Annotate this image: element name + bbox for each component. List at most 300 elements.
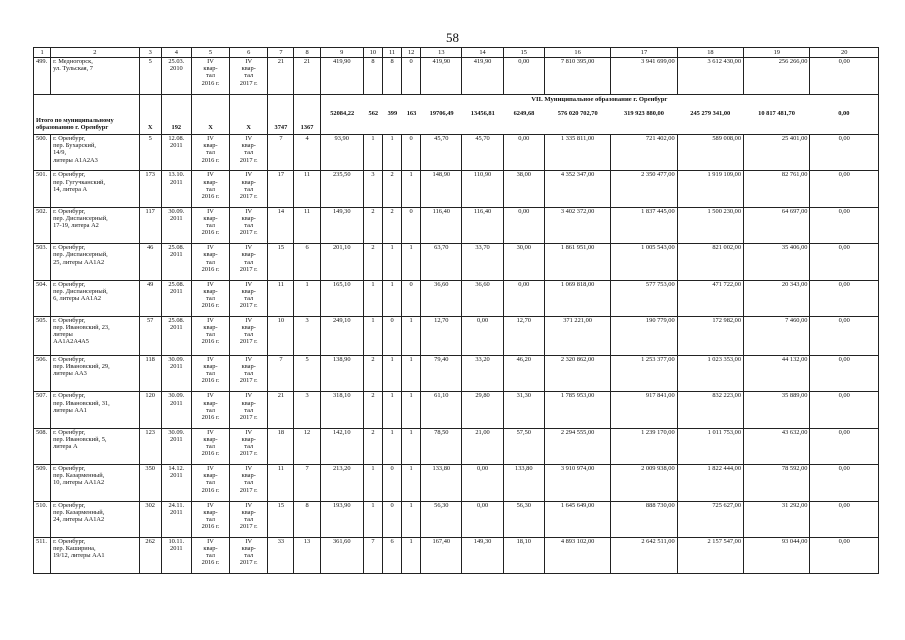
data-cell: 0 bbox=[402, 207, 421, 243]
data-cell: 3 bbox=[294, 392, 320, 428]
data-cell: 1 bbox=[402, 428, 421, 464]
data-cell: 2 bbox=[363, 244, 382, 280]
address-cell: г. Оренбург, пер. Ивановский, 29, литеры АА3 bbox=[51, 355, 140, 391]
data-cell: 123 bbox=[139, 428, 161, 464]
total-cell: 13456,81 bbox=[470, 110, 495, 118]
data-cell: 361,60 bbox=[320, 537, 363, 573]
data-cell: 190 779,00 bbox=[611, 316, 677, 355]
data-cell: 12.08. 2011 bbox=[161, 135, 191, 171]
data-cell: 1 bbox=[363, 465, 382, 501]
data-cell: 7 bbox=[294, 465, 320, 501]
data-cell: 56,30 bbox=[421, 501, 462, 537]
data-cell: 1 253 377,00 bbox=[611, 355, 677, 391]
data-cell: IV квар- тал 2016 г. bbox=[191, 355, 229, 391]
data-cell: 8 bbox=[294, 501, 320, 537]
column-number-cell: 5 bbox=[191, 48, 229, 58]
data-cell: 0,00 bbox=[810, 135, 879, 171]
section-block bbox=[320, 95, 878, 135]
total-cell: 6249,68 bbox=[513, 110, 535, 118]
table-row bbox=[34, 428, 879, 464]
column-number-cell: 9 bbox=[320, 48, 363, 58]
data-cell: 17 bbox=[268, 171, 294, 207]
data-cell: 2 642 511,00 bbox=[611, 537, 677, 573]
address-cell: г. Оренбург, пер. Бухарский, 14/9, литеры А1А2А3 bbox=[51, 135, 140, 171]
table-row bbox=[34, 171, 879, 207]
column-number-cell: 4 bbox=[161, 48, 191, 58]
total-cell: 245 279 341,00 bbox=[690, 110, 731, 118]
data-cell: 25.08. 2011 bbox=[161, 316, 191, 355]
data-cell: 1 bbox=[363, 280, 382, 316]
column-number-cell: 13 bbox=[421, 48, 462, 58]
total-cell: X bbox=[191, 95, 229, 135]
column-number-cell: 20 bbox=[810, 48, 879, 58]
total-cell: 192 bbox=[161, 95, 191, 135]
data-cell: 64 697,00 bbox=[744, 207, 810, 243]
data-cell: 46,20 bbox=[503, 355, 544, 391]
data-cell: 2 157 547,00 bbox=[677, 537, 743, 573]
data-cell: 33,20 bbox=[462, 355, 503, 391]
data-cell: 1 bbox=[382, 355, 401, 391]
data-cell: IV квар- тал 2017 г. bbox=[230, 501, 268, 537]
data-cell: 21 bbox=[294, 58, 320, 95]
data-cell: 6 bbox=[294, 244, 320, 280]
data-cell: 3 bbox=[363, 171, 382, 207]
row-number: 503. bbox=[34, 244, 51, 280]
data-cell: 1 bbox=[402, 537, 421, 573]
total-cell: 576 020 702,70 bbox=[557, 110, 598, 118]
total-cell: 0,00 bbox=[838, 110, 850, 118]
column-number-cell: 3 bbox=[139, 48, 161, 58]
data-cell: 0,00 bbox=[503, 58, 544, 95]
table-row bbox=[34, 465, 879, 501]
data-cell: 7 bbox=[268, 135, 294, 171]
row-number: 511. bbox=[34, 537, 51, 573]
data-cell: IV квар- тал 2016 г. bbox=[191, 207, 229, 243]
data-cell: 1 bbox=[363, 135, 382, 171]
data-cell: 21,00 bbox=[462, 428, 503, 464]
row-number: 509. bbox=[34, 465, 51, 501]
data-cell: 24.11. 2011 bbox=[161, 501, 191, 537]
data-cell: 577 753,00 bbox=[611, 280, 677, 316]
address-cell: г. Оренбург, пер. Гугучканский, 14, литера А bbox=[51, 171, 140, 207]
total-label: Итого по муниципальному образованию г. Оренбург bbox=[34, 95, 140, 135]
page-number: 58 bbox=[446, 30, 459, 45]
data-cell: 118 bbox=[139, 355, 161, 391]
total-row bbox=[34, 95, 879, 135]
data-cell: 30.09. 2011 bbox=[161, 392, 191, 428]
data-cell: 0,00 bbox=[810, 428, 879, 464]
data-cell: 11 bbox=[268, 465, 294, 501]
data-cell: 419,90 bbox=[421, 58, 462, 95]
data-cell: 15 bbox=[268, 244, 294, 280]
data-cell: 1 bbox=[402, 501, 421, 537]
table-row bbox=[34, 280, 879, 316]
data-cell: 45,70 bbox=[421, 135, 462, 171]
table-row bbox=[34, 58, 879, 95]
data-cell: 8 bbox=[363, 58, 382, 95]
total-cell: X bbox=[230, 95, 268, 135]
data-cell: 0 bbox=[402, 280, 421, 316]
data-cell: 57,50 bbox=[503, 428, 544, 464]
data-cell: 2 bbox=[363, 428, 382, 464]
row-number: 510. bbox=[34, 501, 51, 537]
data-cell: 1 239 170,00 bbox=[611, 428, 677, 464]
data-cell: 43 632,00 bbox=[744, 428, 810, 464]
data-cell: 201,10 bbox=[320, 244, 363, 280]
data-cell: 1 bbox=[402, 355, 421, 391]
data-cell: 1 bbox=[382, 392, 401, 428]
data-cell: 11 bbox=[294, 171, 320, 207]
data-cell: IV квар- тал 2016 г. bbox=[191, 135, 229, 171]
data-cell: 2 350 477,00 bbox=[611, 171, 677, 207]
column-number-row bbox=[34, 48, 879, 58]
data-cell: 7 460,00 bbox=[744, 316, 810, 355]
data-cell: IV квар- тал 2017 г. bbox=[230, 316, 268, 355]
data-cell: 1 335 811,00 bbox=[544, 135, 610, 171]
data-cell: 61,10 bbox=[421, 392, 462, 428]
data-cell: 149,30 bbox=[462, 537, 503, 573]
data-cell: 1 500 230,00 bbox=[677, 207, 743, 243]
row-number: 500. bbox=[34, 135, 51, 171]
data-cell: 78 592,00 bbox=[744, 465, 810, 501]
data-cell: 0 bbox=[382, 465, 401, 501]
data-cell: 2 bbox=[363, 392, 382, 428]
data-cell: 2 bbox=[363, 355, 382, 391]
data-cell: IV квар- тал 2017 г. bbox=[230, 280, 268, 316]
column-number-cell: 14 bbox=[462, 48, 503, 58]
data-cell: 4 893 102,00 bbox=[544, 537, 610, 573]
data-cell: 1 011 753,00 bbox=[677, 428, 743, 464]
table-row bbox=[34, 501, 879, 537]
total-cell: 319 923 880,00 bbox=[623, 110, 664, 118]
housing-table bbox=[33, 47, 879, 574]
address-cell: г. Оренбург, пер. Ивановский, 23, литеры АА1А2А4А5 bbox=[51, 316, 140, 355]
data-cell: 31,30 bbox=[503, 392, 544, 428]
data-cell: 0,00 bbox=[462, 316, 503, 355]
row-number: 504. bbox=[34, 280, 51, 316]
data-cell: IV квар- тал 2016 г. bbox=[191, 537, 229, 573]
data-cell: 888 730,00 bbox=[611, 501, 677, 537]
data-cell: 13.10. 2011 bbox=[161, 171, 191, 207]
data-cell: 0,00 bbox=[503, 135, 544, 171]
data-cell: 1 861 951,00 bbox=[544, 244, 610, 280]
data-cell: 33,70 bbox=[462, 244, 503, 280]
table-row bbox=[34, 244, 879, 280]
data-cell: 2 bbox=[382, 207, 401, 243]
data-cell: 173 bbox=[139, 171, 161, 207]
data-cell: 57 bbox=[139, 316, 161, 355]
column-number-cell: 6 bbox=[230, 48, 268, 58]
data-cell: IV квар- тал 2017 г. bbox=[230, 207, 268, 243]
data-cell: IV квар- тал 2017 г. bbox=[230, 465, 268, 501]
data-cell: 1 bbox=[382, 280, 401, 316]
data-cell: 1 bbox=[382, 135, 401, 171]
data-cell: 25.03. 2010 bbox=[161, 58, 191, 95]
data-cell: 235,50 bbox=[320, 171, 363, 207]
data-cell: 35 406,00 bbox=[744, 244, 810, 280]
column-number-cell: 17 bbox=[611, 48, 677, 58]
data-cell: 7 810 395,00 bbox=[544, 58, 610, 95]
data-cell: 2 bbox=[363, 207, 382, 243]
data-cell: 110,90 bbox=[462, 171, 503, 207]
data-cell: 0,00 bbox=[810, 537, 879, 573]
data-cell: 0,00 bbox=[810, 316, 879, 355]
data-cell: 116,40 bbox=[462, 207, 503, 243]
data-cell: 82 761,00 bbox=[744, 171, 810, 207]
data-cell: 0 bbox=[402, 58, 421, 95]
data-cell: 116,40 bbox=[421, 207, 462, 243]
data-cell: 14 bbox=[268, 207, 294, 243]
column-number-cell: 2 bbox=[51, 48, 140, 58]
data-cell: 821 002,00 bbox=[677, 244, 743, 280]
data-cell: 0,00 bbox=[810, 171, 879, 207]
data-cell: 832 223,00 bbox=[677, 392, 743, 428]
column-number-cell: 19 bbox=[744, 48, 810, 58]
data-cell: 1 822 444,00 bbox=[677, 465, 743, 501]
data-cell: 79,40 bbox=[421, 355, 462, 391]
address-cell: г. Оренбург, пер. Диспансерный, 17-19, литера А2 bbox=[51, 207, 140, 243]
data-cell: 120 bbox=[139, 392, 161, 428]
table-row bbox=[34, 537, 879, 573]
data-cell: 1 bbox=[363, 501, 382, 537]
data-cell: 142,10 bbox=[320, 428, 363, 464]
data-cell: IV квар- тал 2017 г. bbox=[230, 135, 268, 171]
row-number: 506. bbox=[34, 355, 51, 391]
data-cell: 165,10 bbox=[320, 280, 363, 316]
data-cell: 371 221,00 bbox=[544, 316, 610, 355]
data-cell: 31 292,00 bbox=[744, 501, 810, 537]
data-cell: 589 008,00 bbox=[677, 135, 743, 171]
data-cell: 172 982,00 bbox=[677, 316, 743, 355]
data-cell: 0,00 bbox=[810, 58, 879, 95]
data-cell: 2 bbox=[382, 171, 401, 207]
data-cell: 1 919 109,00 bbox=[677, 171, 743, 207]
data-cell: 419,90 bbox=[462, 58, 503, 95]
total-cell: 163 bbox=[406, 110, 417, 118]
data-cell: IV квар- тал 2016 г. bbox=[191, 171, 229, 207]
table-row bbox=[34, 316, 879, 355]
data-cell: IV квар- тал 2017 г. bbox=[230, 392, 268, 428]
data-cell: 2 009 938,00 bbox=[611, 465, 677, 501]
data-cell: IV квар- тал 2016 г. bbox=[191, 280, 229, 316]
table-row bbox=[34, 135, 879, 171]
data-cell: 471 722,00 bbox=[677, 280, 743, 316]
data-cell: 138,90 bbox=[320, 355, 363, 391]
data-cell: 133,80 bbox=[503, 465, 544, 501]
data-cell: 0,00 bbox=[462, 465, 503, 501]
table-row bbox=[34, 392, 879, 428]
address-cell: г. Оренбург, пер. Ивановский, 5, литера А bbox=[51, 428, 140, 464]
data-cell: 78,50 bbox=[421, 428, 462, 464]
data-cell: 4 bbox=[294, 135, 320, 171]
data-cell: 721 402,00 bbox=[611, 135, 677, 171]
data-cell: 25.08. 2011 bbox=[161, 244, 191, 280]
data-cell: IV квар- тал 2016 г. bbox=[191, 465, 229, 501]
address-cell: г. Оренбург, пер. Каширина, 19/12, литеры АА1 bbox=[51, 537, 140, 573]
data-cell: 0,00 bbox=[462, 501, 503, 537]
data-cell: 30,00 bbox=[503, 244, 544, 280]
row-number: 505. bbox=[34, 316, 51, 355]
total-cell: 19706,49 bbox=[429, 110, 454, 118]
data-cell: IV квар- тал 2017 г. bbox=[230, 171, 268, 207]
data-cell: 3 941 699,00 bbox=[611, 58, 677, 95]
data-cell: 213,20 bbox=[320, 465, 363, 501]
data-cell: 0,00 bbox=[810, 244, 879, 280]
data-cell: 93,90 bbox=[320, 135, 363, 171]
column-number-cell: 1 bbox=[34, 48, 51, 58]
data-cell: 30.09. 2011 bbox=[161, 355, 191, 391]
column-number-cell: 10 bbox=[363, 48, 382, 58]
address-cell: г. Оренбург, пер. Ивановский, 31, литеры АА1 bbox=[51, 392, 140, 428]
data-cell: 917 841,00 bbox=[611, 392, 677, 428]
data-cell: 11 bbox=[268, 280, 294, 316]
data-cell: IV квар- тал 2016 г. bbox=[191, 244, 229, 280]
data-cell: 1 bbox=[402, 316, 421, 355]
data-cell: 3 402 372,00 bbox=[544, 207, 610, 243]
column-number-cell: 7 bbox=[268, 48, 294, 58]
data-cell: 30.09. 2011 bbox=[161, 428, 191, 464]
data-cell: 6 bbox=[382, 537, 401, 573]
data-cell: 0,00 bbox=[810, 465, 879, 501]
data-cell: 15 bbox=[268, 501, 294, 537]
data-cell: 25 401,00 bbox=[744, 135, 810, 171]
data-cell: 1 785 953,00 bbox=[544, 392, 610, 428]
data-cell: IV квар- тал 2017 г. bbox=[230, 355, 268, 391]
data-cell: 14.12. 2011 bbox=[161, 465, 191, 501]
data-cell: 38,00 bbox=[503, 171, 544, 207]
column-number-cell: 18 bbox=[677, 48, 743, 58]
data-cell: 45,70 bbox=[462, 135, 503, 171]
row-number: 507. bbox=[34, 392, 51, 428]
data-cell: 33 bbox=[268, 537, 294, 573]
row-number: 502. bbox=[34, 207, 51, 243]
data-cell: 149,30 bbox=[320, 207, 363, 243]
address-cell: г. Оренбург, пер. Казарменный, 10, литеры АА1А2 bbox=[51, 465, 140, 501]
total-cell: 562 bbox=[368, 110, 379, 118]
data-cell: 193,90 bbox=[320, 501, 363, 537]
data-cell: 0,00 bbox=[810, 392, 879, 428]
column-number-cell: 12 bbox=[402, 48, 421, 58]
data-cell: 1 bbox=[363, 316, 382, 355]
data-cell: 0 bbox=[382, 316, 401, 355]
data-cell: 12 bbox=[294, 428, 320, 464]
data-cell: 10 bbox=[268, 316, 294, 355]
data-cell: 21 bbox=[268, 392, 294, 428]
data-cell: 1 bbox=[402, 244, 421, 280]
data-cell: 0,00 bbox=[810, 501, 879, 537]
data-cell: 167,40 bbox=[421, 537, 462, 573]
data-cell: 1 bbox=[382, 428, 401, 464]
data-cell: 18,10 bbox=[503, 537, 544, 573]
data-cell: 2 320 862,00 bbox=[544, 355, 610, 391]
data-cell: IV квар- тал 2016 г. bbox=[191, 501, 229, 537]
data-cell: 8 bbox=[382, 58, 401, 95]
data-cell: 1 837 445,00 bbox=[611, 207, 677, 243]
data-cell: 419,90 bbox=[320, 58, 363, 95]
data-cell: 302 bbox=[139, 501, 161, 537]
data-cell: 1 069 818,00 bbox=[544, 280, 610, 316]
data-cell: 249,10 bbox=[320, 316, 363, 355]
data-cell: 133,80 bbox=[421, 465, 462, 501]
data-cell: 4 352 347,00 bbox=[544, 171, 610, 207]
data-cell: 49 bbox=[139, 280, 161, 316]
data-cell: 46 bbox=[139, 244, 161, 280]
address-cell: г. Оренбург, пер. Диспансерный, 6, литеры АА1А2 bbox=[51, 280, 140, 316]
data-cell: 56,30 bbox=[503, 501, 544, 537]
data-cell: 148,90 bbox=[421, 171, 462, 207]
data-cell: 0 bbox=[402, 135, 421, 171]
total-cell: 399 bbox=[387, 110, 398, 118]
data-cell: 36,60 bbox=[462, 280, 503, 316]
data-cell: IV квар- тал 2017 г. bbox=[230, 244, 268, 280]
data-cell: 350 bbox=[139, 465, 161, 501]
row-number: 501. bbox=[34, 171, 51, 207]
column-number-cell: 15 bbox=[503, 48, 544, 58]
data-cell: 3 bbox=[294, 316, 320, 355]
data-cell: 1 bbox=[402, 392, 421, 428]
data-cell: 29,80 bbox=[462, 392, 503, 428]
data-cell: 7 bbox=[363, 537, 382, 573]
address-cell: г. Медногорск, ул. Тульская, 7 bbox=[51, 58, 140, 95]
data-cell: 256 266,00 bbox=[744, 58, 810, 95]
data-cell: 30.09. 2011 bbox=[161, 207, 191, 243]
total-cell: 3747 bbox=[268, 95, 294, 135]
data-cell: 5 bbox=[139, 135, 161, 171]
data-cell: 0,00 bbox=[503, 207, 544, 243]
row-number: 508. bbox=[34, 428, 51, 464]
data-cell: 93 044,00 bbox=[744, 537, 810, 573]
data-cell: 0,00 bbox=[503, 280, 544, 316]
data-cell: IV квар- тал 2016 г. bbox=[191, 316, 229, 355]
data-cell: 1 bbox=[402, 465, 421, 501]
column-number-cell: 8 bbox=[294, 48, 320, 58]
data-cell: 10.11. 2011 bbox=[161, 537, 191, 573]
data-cell: 3 910 974,00 bbox=[544, 465, 610, 501]
data-cell: 44 132,00 bbox=[744, 355, 810, 391]
data-cell: 12,70 bbox=[503, 316, 544, 355]
data-cell: 1 bbox=[402, 171, 421, 207]
data-cell: 63,70 bbox=[421, 244, 462, 280]
data-cell: 2 294 555,00 bbox=[544, 428, 610, 464]
data-cell: 12,70 bbox=[421, 316, 462, 355]
data-cell: IV квар- тал 2017 г. bbox=[230, 58, 268, 95]
data-cell: 5 bbox=[294, 355, 320, 391]
data-cell: 20 343,00 bbox=[744, 280, 810, 316]
data-cell: IV квар- тал 2016 г. bbox=[191, 58, 229, 95]
address-cell: г. Оренбург, пер. Диспансерный, 25, литеры АА1А2 bbox=[51, 244, 140, 280]
data-cell: 5 bbox=[139, 58, 161, 95]
total-cell: X bbox=[139, 95, 161, 135]
data-cell: IV квар- тал 2016 г. bbox=[191, 428, 229, 464]
data-cell: 1 bbox=[382, 244, 401, 280]
data-cell: 18 bbox=[268, 428, 294, 464]
column-number-cell: 16 bbox=[544, 48, 610, 58]
row-number: 499. bbox=[34, 58, 51, 95]
column-number-cell: 11 bbox=[382, 48, 401, 58]
data-cell: IV квар- тал 2017 г. bbox=[230, 428, 268, 464]
section-title: VII. Муниципальное образование г. Оренбург bbox=[531, 96, 668, 103]
data-cell: 1 645 649,00 bbox=[544, 501, 610, 537]
data-cell: 117 bbox=[139, 207, 161, 243]
data-cell: 1 bbox=[294, 280, 320, 316]
data-cell: 36,60 bbox=[421, 280, 462, 316]
total-cell: 52084,22 bbox=[330, 110, 355, 118]
data-cell: 25.08. 2011 bbox=[161, 280, 191, 316]
data-cell: 262 bbox=[139, 537, 161, 573]
data-cell: 1 023 353,00 bbox=[677, 355, 743, 391]
data-cell: 725 627,00 bbox=[677, 501, 743, 537]
table-row bbox=[34, 355, 879, 391]
